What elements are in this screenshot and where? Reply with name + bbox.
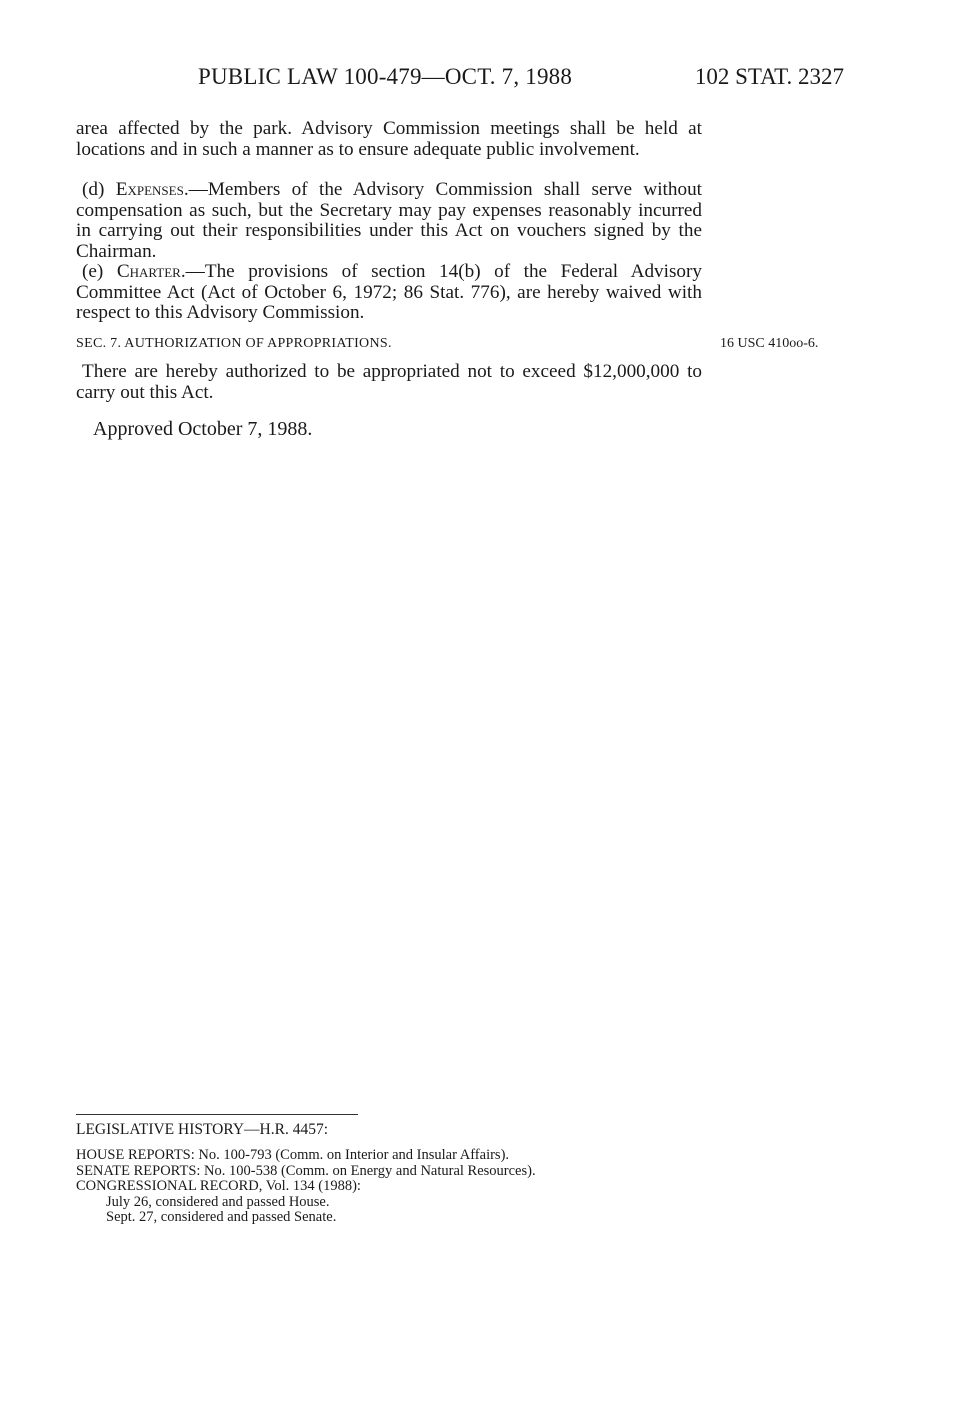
subsection-e-heading: Charter. [116, 261, 186, 282]
legislative-history-line: CONGRESSIONAL RECORD, Vol. 134 (1988): [76, 1178, 361, 1194]
legislative-history-list [76, 1148, 536, 1226]
running-header-title: PUBLIC LAW 100-479—OCT. 7, 1988 [198, 64, 573, 89]
subsection-e-text [76, 262, 702, 324]
subsection-e [76, 262, 702, 324]
subsection-e-body: —The provisions of section 14(b) of the Federal Advisory Committee Act (Act of October 6, 1972; 86 Stat. 776), are hereby waived with respect to this Advisory Commission. [76, 261, 703, 324]
legislative-history-subline: Sept. 27, considered and passed Senate. [106, 1209, 337, 1225]
footnote-divider [76, 1114, 358, 1115]
running-header-page-number: 102 STAT. 2327 [694, 64, 844, 89]
section-7-body [76, 362, 702, 403]
legislative-history-line: HOUSE REPORTS: No. 100-793 (Comm. on Interior and Insular Affairs). [76, 1147, 510, 1163]
subsection-d-text [76, 180, 702, 262]
approval-date: Approved October 7, 1988. [93, 418, 313, 440]
paragraph-continued-text: area affected by the park. Advisory Commission meetings shall be held at locations and in such a manner as to ensure adequate public involvement. [76, 118, 702, 160]
section-7-heading: SEC. 7. AUTHORIZATION OF APPROPRIATIONS. [76, 336, 392, 351]
section-7-text: There are hereby authorized to be appropriated not to exceed $12,000,000 to carry out this Act. [76, 361, 702, 403]
subsection-d-label: (d) [82, 179, 116, 200]
subsection-d-heading: Expenses. [115, 179, 189, 200]
subsection-e-label: (e) [82, 261, 117, 282]
paragraph-continued [76, 119, 702, 160]
margin-citation: 16 USC 410oo-6. [720, 336, 819, 351]
legislative-history-subline: July 26, considered and passed House. [106, 1193, 330, 1210]
subsection-d [76, 180, 702, 262]
legislative-history-title: LEGISLATIVE HISTORY—H.R. 4457: [76, 1121, 329, 1138]
subsection-d-body: —Members of the Advisory Commission shall serve without compensation as such, but the Secretary may pay expenses reasonably incurred in carrying out their responsibilities under this Act on vouchers signed by the Chairman. [76, 179, 702, 262]
legislative-history-line: SENATE REPORTS: No. 100-538 (Comm. on Energy and Natural Resources). [76, 1162, 536, 1179]
